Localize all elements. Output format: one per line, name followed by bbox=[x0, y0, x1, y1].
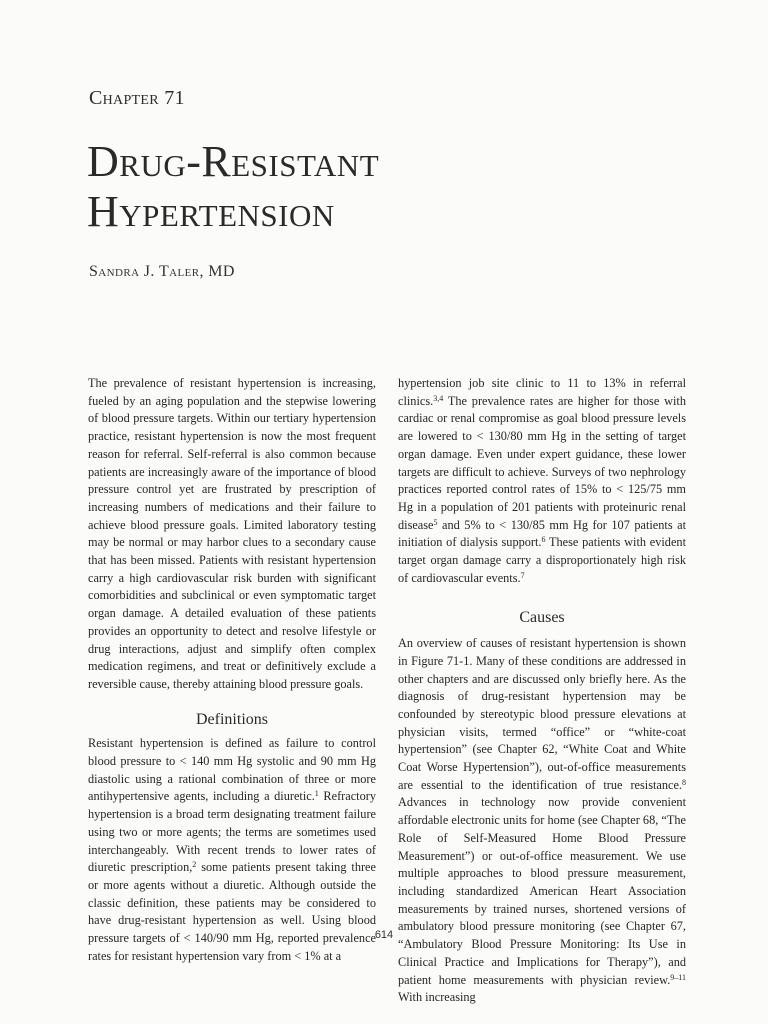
chapter-title bbox=[87, 137, 379, 237]
citation: 9–11 bbox=[670, 972, 686, 982]
definitions-heading: Definitions bbox=[196, 710, 268, 728]
prevalence-text: and 5% to < 130/85 mm Hg for 107 patients at initiation of dialysis support. bbox=[398, 517, 686, 550]
prevalence-text: hypertension job site clinic to 11 to 13% in referral clinics. bbox=[398, 376, 686, 408]
chapter-title-line-2: Hypertension bbox=[87, 187, 335, 236]
right-column bbox=[398, 375, 686, 1007]
left-column bbox=[88, 375, 376, 966]
causes-text: With increasing bbox=[398, 990, 476, 1005]
causes-paragraph bbox=[398, 635, 686, 1007]
definitions-text: some patients present taking three or more agents without a diuretic. Although outside the classic definition, these patients may be considered to have drug-resistant hypertension as well. Using blood pressure targets of < 140/90 mm Hg, reported prevalence rates for resistant hypertension vary from < 1% at a bbox=[88, 860, 376, 963]
citation: 6 bbox=[541, 535, 546, 545]
page-number: 614 bbox=[374, 929, 394, 941]
causes-text: An overview of causes of resistant hypertension is shown in Figure 71-1. Many of these conditions are addressed in other chapters and are discussed only briefly here. As the diagnosis of drug-resistant hypertension may be confounded by stereotypic blood pressure elevations at physician visits, termed “office” or “white-coat hypertension” (see Chapter 62, “White Coat and White Coat Worse Hypertension”), out-of-office measurements are essential to the identification of true resistance. bbox=[398, 636, 686, 792]
citation: 2 bbox=[192, 860, 197, 870]
chapter-label: Chapter 71 bbox=[89, 87, 185, 109]
citation: 5 bbox=[433, 517, 438, 527]
prevalence-paragraph bbox=[398, 375, 686, 587]
definitions-text: Resistant hypertension is defined as failure to control blood pressure to < 140 mm Hg systolic and 90 mm Hg diastolic using a rational combination of three or more antihypertensive agents, including a diuretic. bbox=[88, 736, 376, 804]
citation: 8 bbox=[682, 777, 686, 787]
intro-paragraph: The prevalence of resistant hypertension is increasing, fueled by an aging population and the stepwise lowering of blood pressure targets. Within our tertiary hypertension practice, resistant hypertension is now the most frequent reason for referral. Self-referral is also common because patients are increasingly aware of the importance of blood pressure control yet are frustrated by prescription of increasing numbers of medications and their failure to achieve blood pressure goals. Limited laboratory testing may be normal or may harbor clues to a secondary cause that has been missed. Patients with resistant hypertension carry a high cardiovascular risk burden with significant comorbidities and subclinical or even symptomatic target organ damage. A detailed evaluation of these patients provides an opportunity to detect and resolve lifestyle or drug interactions, adjust and simplify often complex medication regimens, and treat or definitively exclude a reversible cause, thereby attaining blood pressure goals. bbox=[88, 376, 376, 691]
causes-heading: Causes bbox=[519, 609, 565, 627]
author-name: Sandra J. Taler, MD bbox=[89, 263, 235, 280]
causes-text: Advances in technology now provide convenient affordable electronic units for home (see Chapter 68, “The Role of Self-Measured Home Blood Pressure Measurement”) or out-of-office measurement. We use multiple approaches to blood pressure measurement, including standardized American Heart Association measurements by trained nurses, shortened versions of ambulatory blood pressure monitoring (see Chapter 67, “Ambulatory Blood Pressure Monitoring: Its Use in Clinical Practice and Implications for Therapy”), and patient home measurements with physician review. bbox=[398, 795, 686, 987]
definitions-text: Refractory hypertension is a broad term designating treatment failure using two or more agents; the terms are sometimes used interchangeably. With recent trends to lower rates of diuretic prescription, bbox=[88, 789, 376, 875]
prevalence-text: The prevalence rates are higher for those with cardiac or renal compromise as goal blood pressure levels are lowered to < 130/80 mm Hg in the setting of target organ damage. Even under expert guidance, these lower targets are difficult to achieve. Surveys of two nephrology practices reported control rates of 15% to < 125/75 mm Hg in a population of 201 patients with proteinuric renal disease bbox=[398, 393, 686, 532]
citation: 1 bbox=[314, 789, 319, 799]
prevalence-text: These patients with evident target organ damage carry a disproportionately high risk of cardiovascular events. bbox=[398, 535, 686, 585]
citation: 3,4 bbox=[433, 393, 444, 403]
citation: 7 bbox=[520, 570, 525, 580]
chapter-title-line-1: Drug-Resistant bbox=[87, 137, 380, 186]
